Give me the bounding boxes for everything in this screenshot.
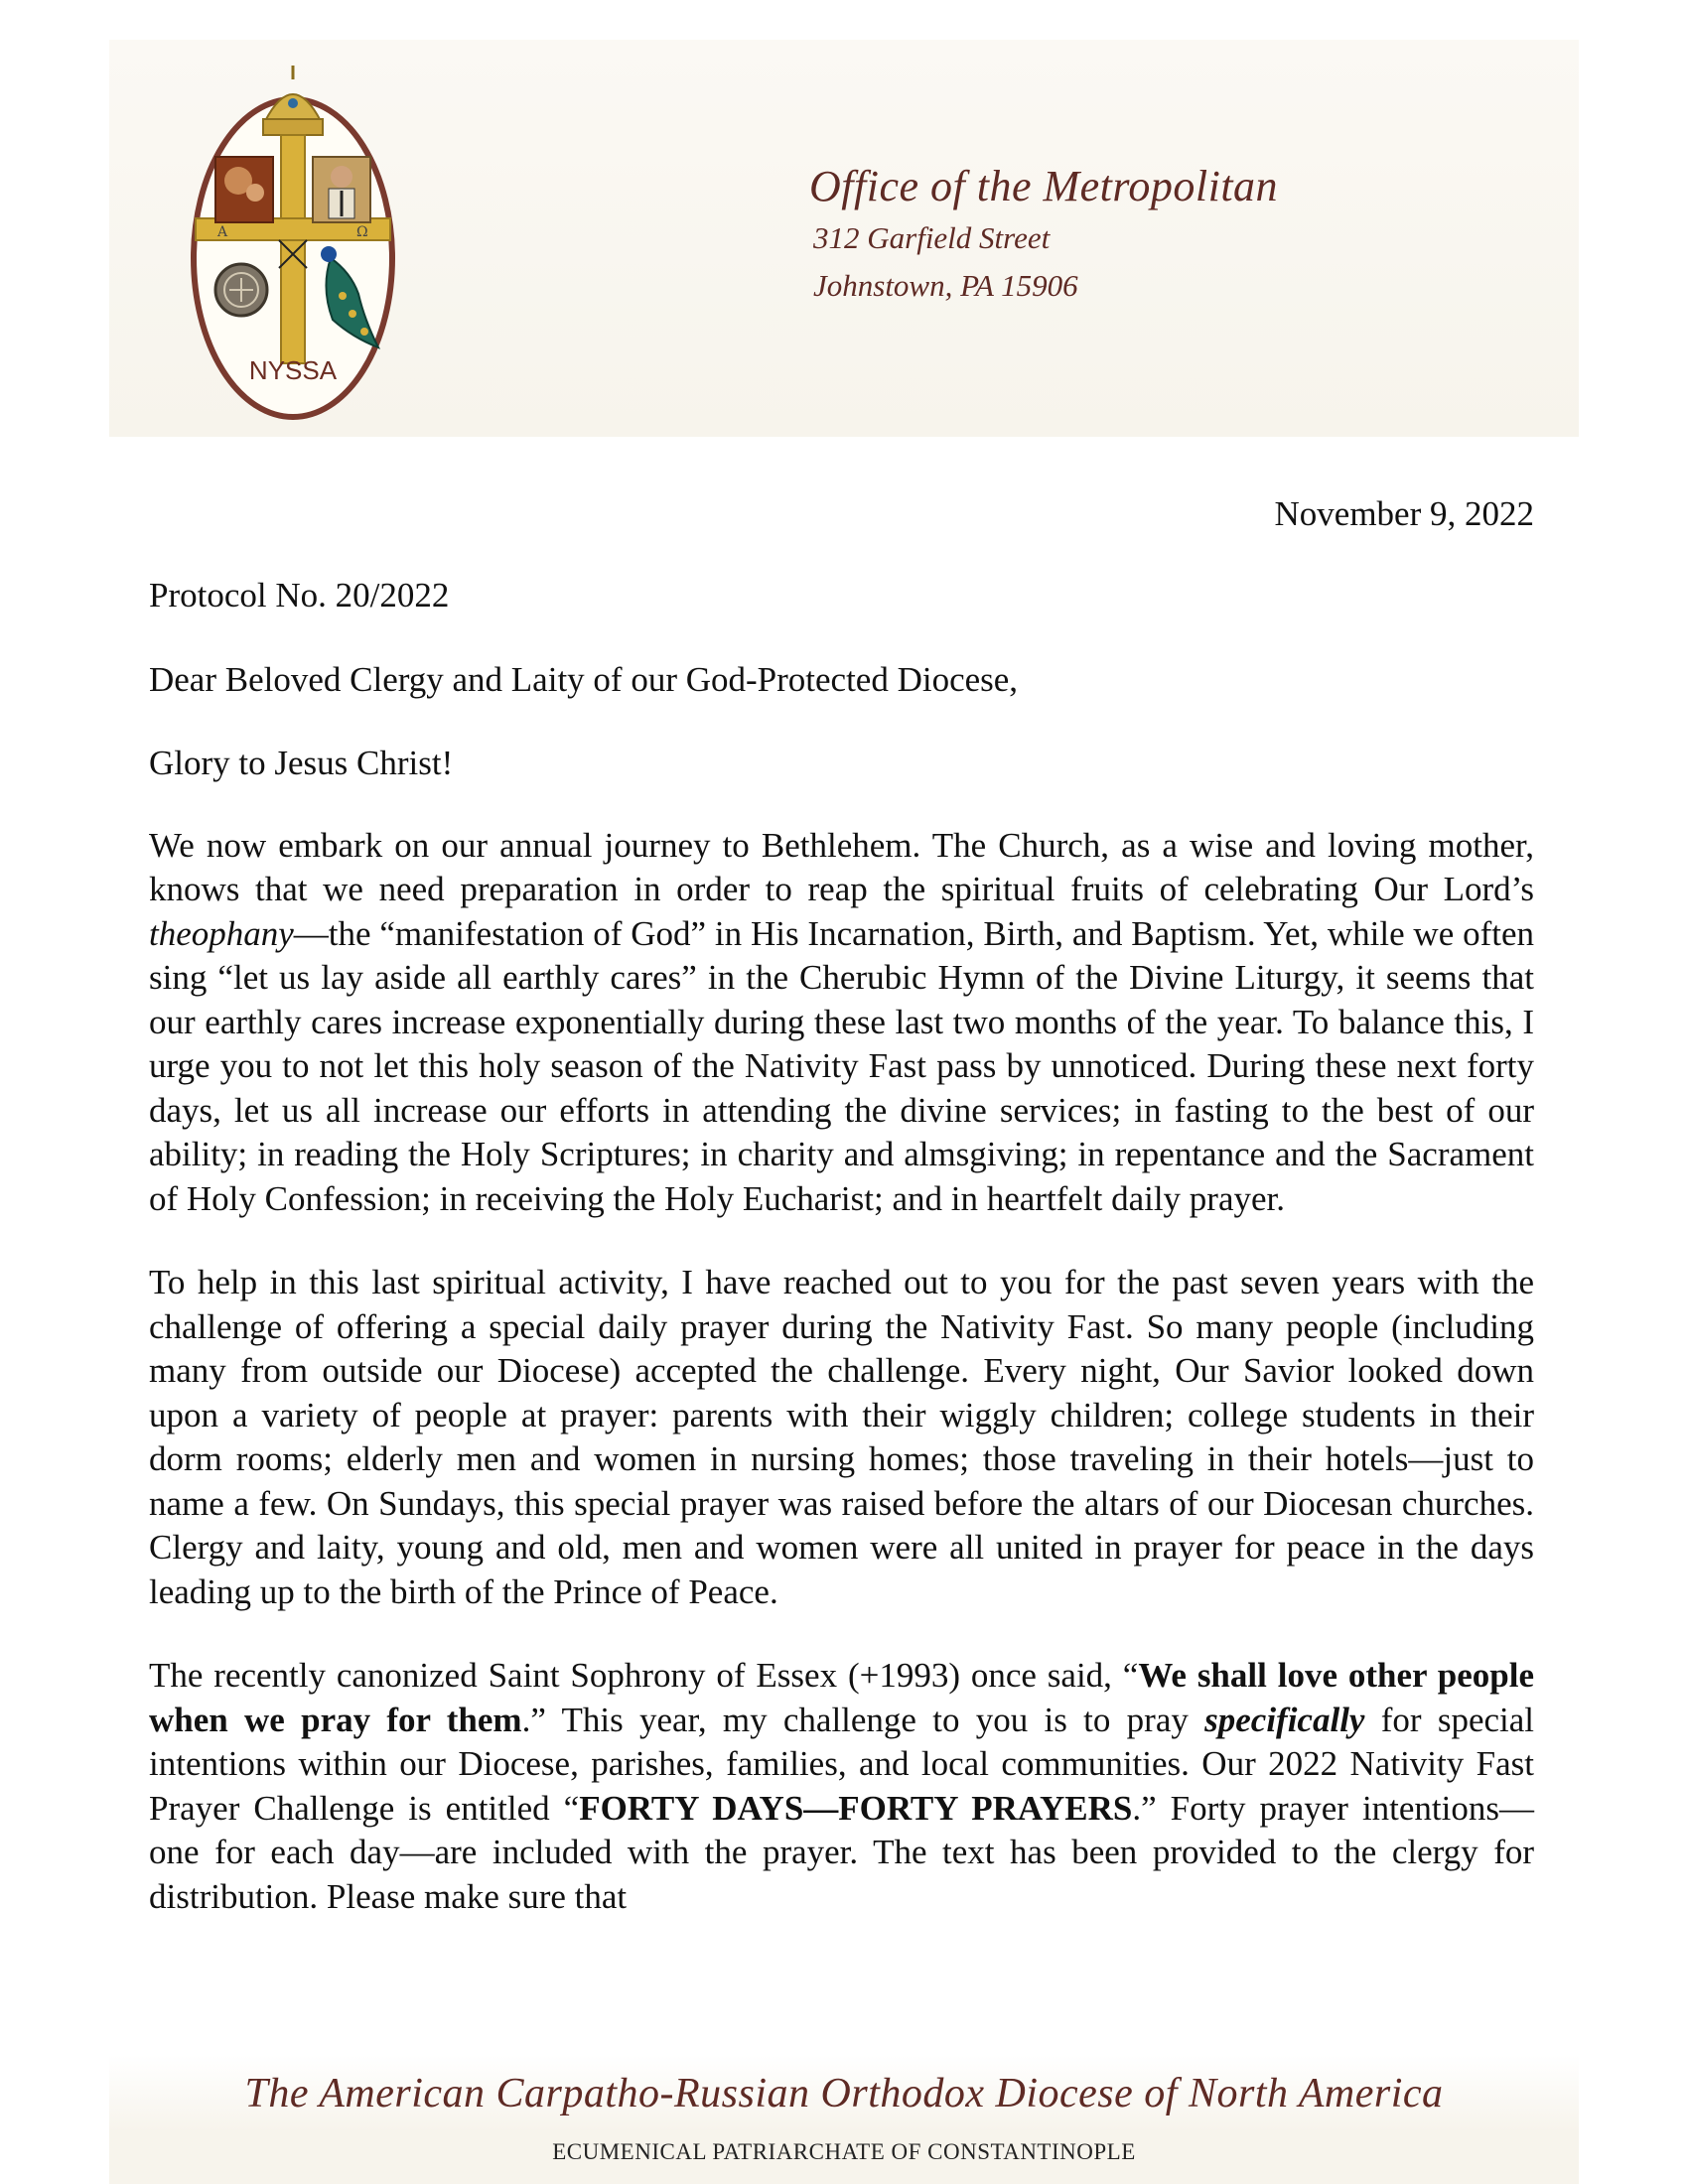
- paragraph-1-text-c: —the “manifestation of God” in His Incarnation, Birth, and Baptism. Yet, while we often sing “let us lay aside all earthly cares” in the Cherubic Hymn of the Divine Liturgy, it seems that our earthly cares increase exponentially during these last two months of the year. To balance this, I urge you to not let this holy season of the Nativity Fast pass by unnoticed. During these next forty days, let us all increase our efforts in attending the divine services; in fasting to the best of our ability; in reading the Holy Scriptures; in charity and almsgiving; in repentance and the Sacrament of Holy Confession; in receiving the Holy Eucharist; and in heartfelt daily prayer.: [149, 913, 1534, 1218]
- diocese-seal-logo: [184, 60, 402, 427]
- letter-date: November 9, 2022: [1274, 494, 1534, 533]
- challenge-title: FORTY DAYS—FORTY PRAYERS: [579, 1788, 1133, 1828]
- address-city: Johnstown, PA 15906: [813, 268, 1078, 303]
- sophrony-quote: We shall love other people when we pray for them: [149, 1656, 1534, 1739]
- paragraph-3-text-g: .” Forty prayer intentions—one for each day—are included with the prayer. The text has been provided to the clergy for distribution. Please make sure that: [149, 1788, 1534, 1916]
- address-street: 312 Garfield Street: [813, 220, 1051, 255]
- theophany-term: theophany: [149, 913, 294, 953]
- paragraph-1-text-a: We now embark on our annual journey to Bethlehem. The Church, as a wise and loving mother, knows that we need preparation in order to reap the spiritual fruits of celebrating Our Lord’s: [149, 825, 1534, 908]
- paragraph-1: [149, 824, 1534, 1222]
- paragraph-3-text-a: The recently canonized Saint Sophrony of Essex (+1993) once said, “: [149, 1656, 1139, 1695]
- glory-line: Glory to Jesus Christ!: [149, 744, 454, 782]
- office-title: Office of the Metropolitan: [809, 162, 1279, 210]
- footer-patriarchate: ECUMENICAL PATRIARCHATE OF CONSTANTINOPLE: [552, 2139, 1136, 2164]
- paragraph-3: [149, 1654, 1534, 1919]
- paragraph-3-text-e: for special intentions within our Diocese, parishes, families, and local communities. Our 2022 Nativity Fast Prayer Challenge is entitled “: [149, 1700, 1535, 1828]
- alpha-icon: Α: [217, 224, 228, 240]
- office-address-block: [809, 159, 1278, 310]
- salutation: Dear Beloved Clergy and Laity of our God-Protected Diocese,: [149, 659, 1019, 699]
- footer-diocese-name: The American Carpatho-Russian Orthodox Diocese of North America: [244, 2071, 1444, 2116]
- protocol-number: Protocol No. 20/2022: [149, 576, 450, 614]
- seal-label: NYSSA: [248, 355, 338, 385]
- letter-body: [149, 574, 1534, 1959]
- coin-seal-icon: [215, 264, 267, 316]
- paragraph-3-text-c: .” This year, my challenge to you is to pray: [521, 1700, 1205, 1739]
- paragraph-2: To help in this last spiritual activity, I have reached out to you for the past seven years with the challenge of offering a special daily prayer during the Nativity Fast. So many people (including many from outside our Diocese) accepted the challenge. Every night, Our Savior looked down upon a variety of people at prayer: parents with their wiggly children; college students in their dorm rooms; elderly men and women in nursing homes; those traveling in their hotels—just to name a few. On Sundays, this special prayer was raised before the altars of our Diocesan churches. Clergy and laity, young and old, men and women were all united in prayer for peace in the days leading up to the birth of the Prince of Peace.: [149, 1263, 1534, 1611]
- omega-icon: Ω: [356, 224, 368, 240]
- specifically-emphasis: specifically: [1204, 1700, 1365, 1739]
